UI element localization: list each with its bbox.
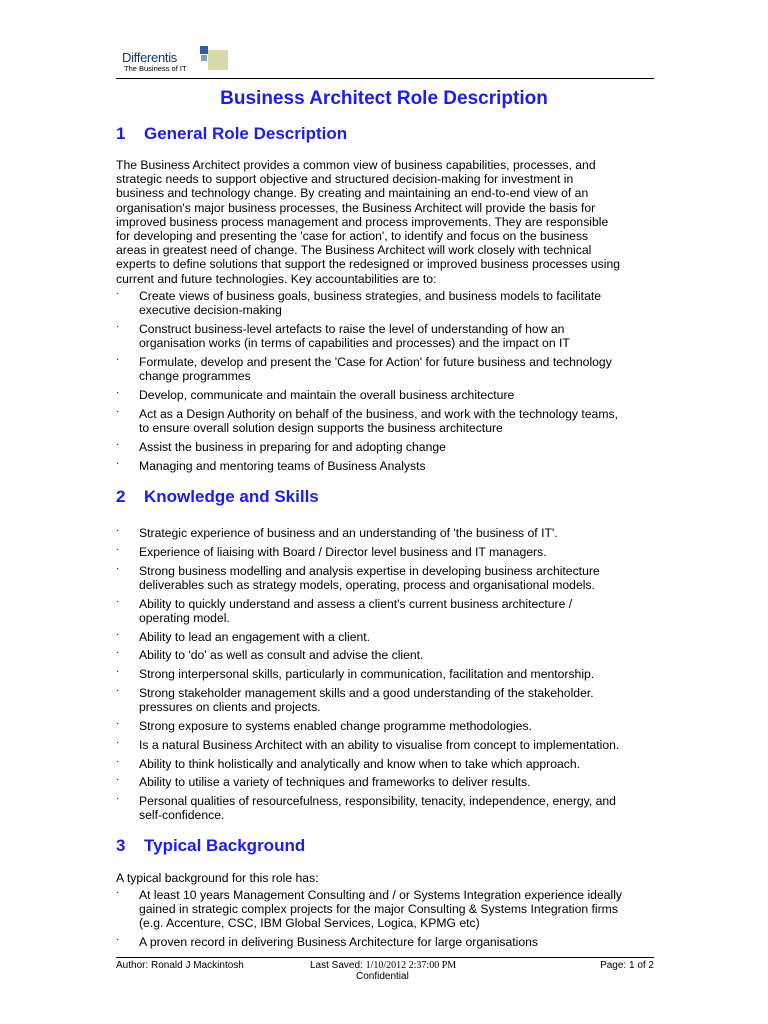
bullet-item [116, 757, 656, 771]
bullet-dot-icon: · [116, 717, 120, 729]
section-2-bullets [116, 526, 656, 827]
bullet-text: deliverables such as strategy models, operating, process and organisational models. [139, 577, 595, 592]
bullet-text: At least 10 years Management Consulting and / or Systems Integration experience ideally [139, 888, 623, 902]
page-header [116, 44, 654, 79]
paragraph-line: areas in greatest need of change. The Business Architect will work closely with technical [116, 243, 592, 258]
bullet-dot-icon: · [116, 525, 120, 536]
bullet-item [116, 564, 656, 592]
logo-name: Differentis [122, 50, 177, 65]
bullet-item [116, 355, 656, 383]
bullet-dot-icon: · [116, 438, 120, 450]
bullet-text: Assist the business in preparing for and adopting change [139, 439, 446, 454]
section-3-bullets [116, 888, 656, 954]
bullet-dot-icon: · [116, 684, 120, 696]
bullet-text: Create views of business goals, business strategies, and business models to facilitate [139, 289, 602, 303]
bullet-item [116, 738, 656, 752]
footer-confidential: Confidential [356, 971, 409, 982]
bullet-item [116, 648, 656, 662]
paragraph-line: current and future technologies. Key accountabilities are to: [116, 271, 437, 286]
bullet-dot-icon: · [116, 666, 120, 678]
bullet-item [116, 888, 656, 931]
paragraph-line: The Business Architect provides a common view of business capabilities, processes, and [116, 158, 596, 172]
bullet-text: Strong interpersonal skills, particularly in communication, facilitation and mentorship. [139, 667, 595, 682]
bullet-text: Experience of liaising with Board / Director level business and IT managers. [139, 544, 547, 559]
bullet-text: executive decision-making [139, 303, 282, 318]
bullet-dot-icon: · [116, 354, 120, 365]
bullet-item [116, 935, 656, 949]
bullet-dot-icon: · [116, 774, 120, 786]
bullet-text: Strong exposure to systems enabled change programme methodologies. [139, 718, 532, 733]
bullet-text: (e.g. Accenture, CSC, IBM Global Services, Logica, KPMG etc) [139, 916, 480, 931]
section-number: 3 [116, 836, 126, 855]
bullet-text: Strong business modelling and analysis expertise in developing business architecture [139, 563, 600, 578]
page-footer [116, 957, 654, 988]
bullet-item [116, 794, 656, 822]
bullet-dot-icon: · [116, 887, 120, 898]
bullet-text: Ability to utilise a variety of techniques and frameworks to deliver results. [139, 775, 531, 790]
bullet-item [116, 388, 656, 402]
section-title: General Role Description [144, 124, 348, 143]
paragraph-line: strategic needs to support objective and structured decision-making for investment in [116, 172, 574, 187]
bullet-item [116, 459, 656, 473]
bullet-text: Develop, communicate and maintain the overall business architecture [139, 388, 515, 402]
section-title: Knowledge and Skills [144, 487, 319, 506]
section-number: 2 [116, 487, 126, 506]
logo-square-tiny-icon [201, 55, 207, 61]
footer-last-saved [310, 960, 456, 971]
paragraph-line: improved business process management and process improvements. They are responsible [116, 214, 609, 229]
section-1-bullets [116, 289, 656, 477]
bullet-item [116, 440, 656, 454]
bullet-dot-icon: · [116, 736, 120, 748]
bullet-dot-icon: · [116, 647, 120, 659]
logo-tagline: The Business of IT [124, 64, 187, 73]
bullet-text: change programmes [139, 369, 251, 384]
bullet-dot-icon: · [116, 628, 120, 640]
footer-author: Author: Ronald J Mackintosh [116, 960, 244, 971]
bullet-dot-icon: · [116, 387, 120, 398]
bullet-dot-icon: · [116, 595, 120, 607]
bullet-text: to ensure overall solution design supports the business architecture [139, 421, 503, 435]
bullet-text: Personal qualities of resourcefulness, responsibility, tenacity, independence, energy, and [139, 794, 616, 809]
bullet-item [116, 545, 656, 559]
bullet-dot-icon: · [116, 457, 120, 469]
logo-square-icon [208, 50, 228, 70]
paragraph-line: business and technology change. By creating and maintaining an end-to-end view of an [116, 186, 589, 201]
bullet-dot-icon: · [116, 934, 120, 946]
bullet-item [116, 526, 656, 540]
bullet-text: Construct business-level artefacts to raise the level of understanding of how an [139, 322, 565, 336]
bullet-dot-icon: · [116, 405, 120, 417]
bullet-dot-icon: · [116, 562, 120, 574]
bullet-text: Act as a Design Authority on behalf of the business, and work with the technology teams, [139, 406, 618, 421]
bullet-text: Is a natural Business Architect with an ability to visualise from concept to implementation. [139, 737, 620, 752]
differentis-logo [122, 46, 232, 72]
bullet-dot-icon: · [116, 288, 120, 299]
section-heading-2 [116, 487, 319, 507]
bullet-text: gained in strategic complex projects for the major Consulting & Systems Integration firms [139, 902, 618, 917]
section-number: 1 [116, 124, 126, 143]
section-title: Typical Background [144, 836, 306, 855]
paragraph-line: for developing and presenting the 'case for action', to identify and focus on the business [116, 229, 589, 244]
bullet-text: Strategic experience of business and an understanding of 'the business of IT'. [139, 526, 558, 540]
bullet-dot-icon: · [116, 543, 120, 555]
bullet-text: Strong stakeholder management skills and a good understanding of the stakeholder. [139, 685, 594, 700]
bullet-text: operating model. [139, 610, 230, 625]
section-3-intro [116, 871, 656, 885]
footer-saved-date: 1/10/2012 2:37:00 PM [365, 960, 457, 971]
bullet-item [116, 667, 656, 681]
bullet-dot-icon: · [116, 793, 120, 805]
section-heading-3 [116, 836, 305, 856]
bullet-item [116, 597, 656, 625]
bullet-item [116, 322, 656, 350]
footer-page-number: Page: 1 of 2 [600, 960, 654, 971]
bullet-dot-icon: · [116, 755, 120, 767]
bullet-text: organisation works (in terms of capabilities and processes) and the impact on IT [139, 336, 570, 351]
bullet-item [116, 775, 656, 789]
paragraph-line: A typical background for this role has: [116, 871, 319, 885]
bullet-text: pressures on clients and projects. [139, 700, 321, 715]
bullet-text: Ability to 'do' as well as consult and advise the client. [139, 648, 424, 663]
logo-square-small-icon [200, 46, 208, 54]
document-title: Business Architect Role Description [220, 88, 548, 109]
section-1-intro [116, 158, 656, 286]
bullet-text: self-confidence. [139, 808, 225, 823]
footer-saved-label: Last Saved: [310, 960, 363, 971]
bullet-text: Formulate, develop and present the 'Case for Action' for future business and technology [139, 355, 612, 369]
bullet-item [116, 630, 656, 644]
section-heading-1 [116, 124, 347, 144]
bullet-text: Managing and mentoring teams of Business Analysts [139, 458, 426, 473]
bullet-item [116, 686, 656, 714]
bullet-text: Ability to lead an engagement with a client. [139, 629, 371, 644]
bullet-item [116, 289, 656, 317]
bullet-text: Ability to quickly understand and assess a client's current business architecture / [139, 596, 573, 611]
bullet-text: A proven record in delivering Business Architecture for large organisations [139, 935, 539, 950]
paragraph-line: experts to define solutions that support the redesigned or improved business processes using [116, 257, 621, 272]
bullet-item [116, 407, 656, 435]
bullet-text: Ability to think holistically and analytically and know when to take which approach. [139, 756, 581, 771]
paragraph-line: organisation's major business processes, the Business Architect will provide the basis for [116, 200, 596, 215]
bullet-item [116, 719, 656, 733]
bullet-dot-icon: · [116, 321, 120, 332]
